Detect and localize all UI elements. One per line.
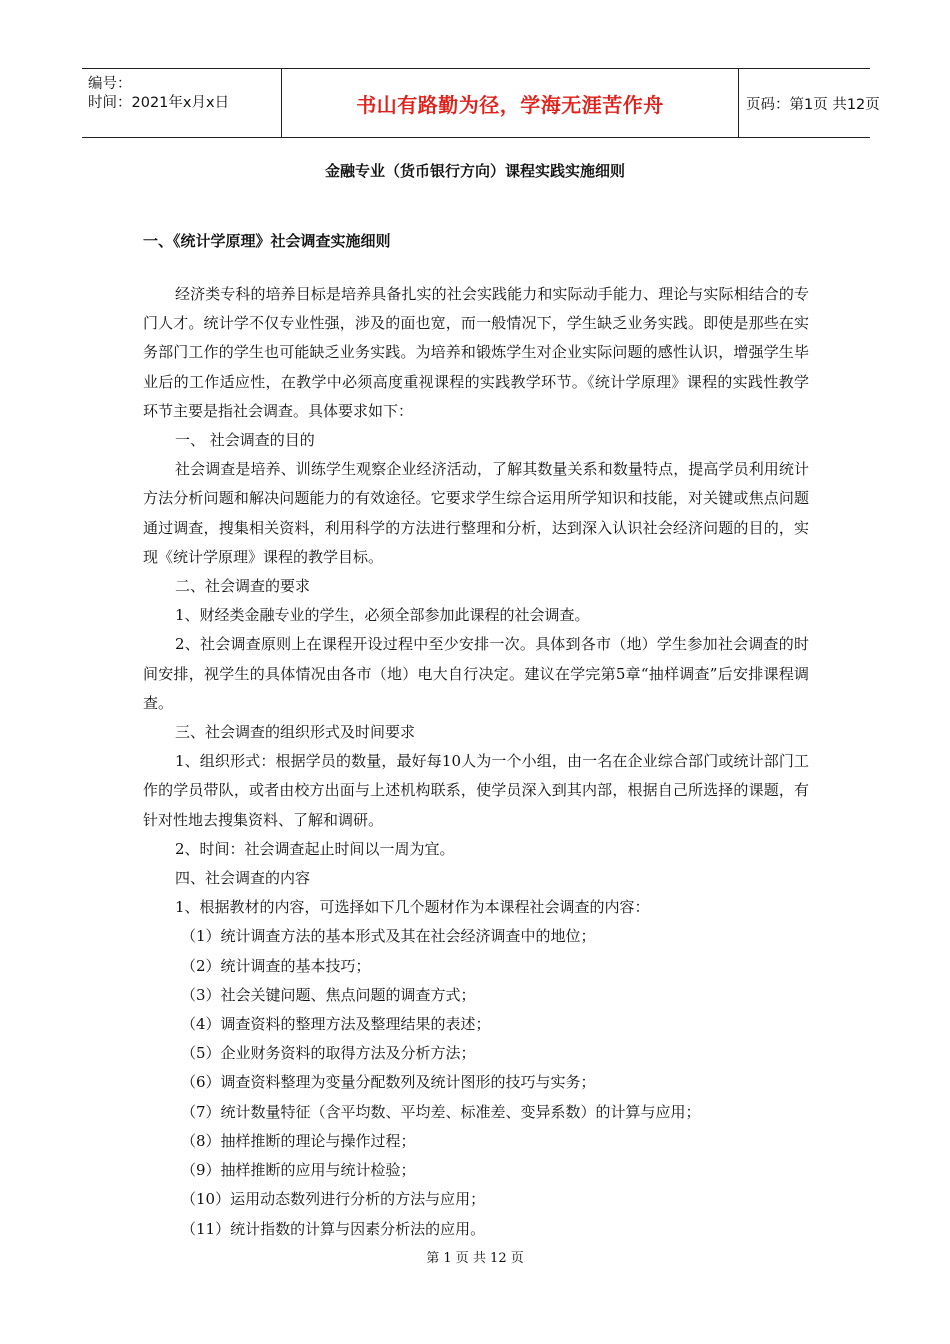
- topic-item: （4）调查资料的整理方法及整理结果的表述；: [181, 1015, 491, 1034]
- topic-item: （1）统计调查方法的基本形式及其在社会经济调查中的地位；: [181, 927, 596, 946]
- topic-item: （9）抽样推断的应用与统计检验；: [181, 1161, 416, 1180]
- topic-item: （5）企业财务资料的取得方法及分析方法；: [181, 1044, 476, 1063]
- topic-item: （7）统计数量特征（含平均数、平均差、标准差、变异系数）的计算与应用；: [181, 1102, 701, 1121]
- section-title: 一、《统计学原理》社会调查实施细则: [143, 232, 391, 250]
- heading-organization: 三、社会调查的组织形式及时间要求: [175, 723, 416, 742]
- heading-purpose: 一、 社会调查的目的: [175, 431, 315, 450]
- topic-item: （6）调查资料整理为变量分配数列及统计图形的技巧与实务；: [181, 1073, 596, 1092]
- heading-requirements: 二、社会调查的要求: [175, 577, 311, 596]
- header-motto-cell: [281, 69, 739, 137]
- header-page-info: 页码：第1页 共12页: [746, 96, 880, 113]
- purpose-paragraph: 社会调查是培养、训练学生观察企业经济活动，了解其数量关系和数量特点，提高学员利用统计方法分析问题和解决问题能力的有效途径。它要求学生综合运用所学知识和技能，对关键或焦点问题通过调查，搜集相关资料，利用科学的方法进行整理和分析，达到深入认识社会经济问题的目的，实现《统计学原理》课程的教学目标。: [143, 460, 809, 566]
- heading-content: 四、社会调查的内容: [175, 869, 311, 888]
- document-body: [143, 280, 809, 1244]
- time-label: 时间：2021年x月x日: [88, 95, 230, 111]
- topic-item: （2）统计调查的基本技巧；: [181, 956, 371, 975]
- topic-item: （3）社会关键问题、焦点问题的调查方式；: [181, 985, 476, 1004]
- topic-item: （10）运用动态数列进行分析的方法与应用；: [181, 1190, 486, 1209]
- content-intro: 1、根据教材的内容，可选择如下几个题材作为本课程社会调查的内容：: [175, 898, 650, 917]
- document-title: 金融专业（货币银行方向）课程实践实施细则: [324, 162, 625, 180]
- topic-item: （11）统计指数的计算与因素分析法的应用。: [181, 1219, 486, 1238]
- requirement-1: 1、财经类金融专业的学生，必须全部参加此课程的社会调查。: [175, 606, 590, 625]
- page-footer: 第 1 页 共 12 页: [426, 1251, 524, 1266]
- motto-text: 书山有路勤为径，学海无涯苦作舟: [356, 92, 664, 117]
- number-label: 编号：: [88, 76, 132, 92]
- organization-form: 1、组织形式：根据学员的数量，最好每10人为一个小组，由一名在企业综合部门或统计部门工作的学员带队，或者由校方出面与上述机构联系，使学员深入到其内部，根据自己所选择的课题，有针对性地去搜集资料、了解和调研。: [143, 752, 809, 829]
- organization-time: 2、时间：社会调查起止时间以一周为宜。: [175, 839, 455, 858]
- requirement-2: 2、社会调查原则上在课程开设过程中至少安排一次。具体到各市（地）学生参加社会调查的时间安排，视学生的具体情况由各市（地）电大自行决定。建议在学完第5章“抽样调查”后安排课程调查。: [143, 635, 809, 712]
- header-meta: [82, 69, 280, 137]
- intro-paragraph: 经济类专科的培养目标是培养具备扎实的社会实践能力和实际动手能力、理论与实际相结合的专门人才。统计学不仅专业性强，涉及的面也宽，而一般情况下，学生缺乏业务实践。即使是那些在实务部门工作的学生也可能缺乏业务实践。为培养和锻炼学生对企业实际问题的感性认识，增强学生毕业后的工作适应性，在教学中必须高度重视课程的实践教学环节。《统计学原理》课程的实践性教学环节主要是指社会调查。具体要求如下：: [143, 285, 809, 420]
- page-header: [82, 68, 880, 138]
- topic-item: （8）抽样推断的理论与操作过程；: [181, 1131, 416, 1150]
